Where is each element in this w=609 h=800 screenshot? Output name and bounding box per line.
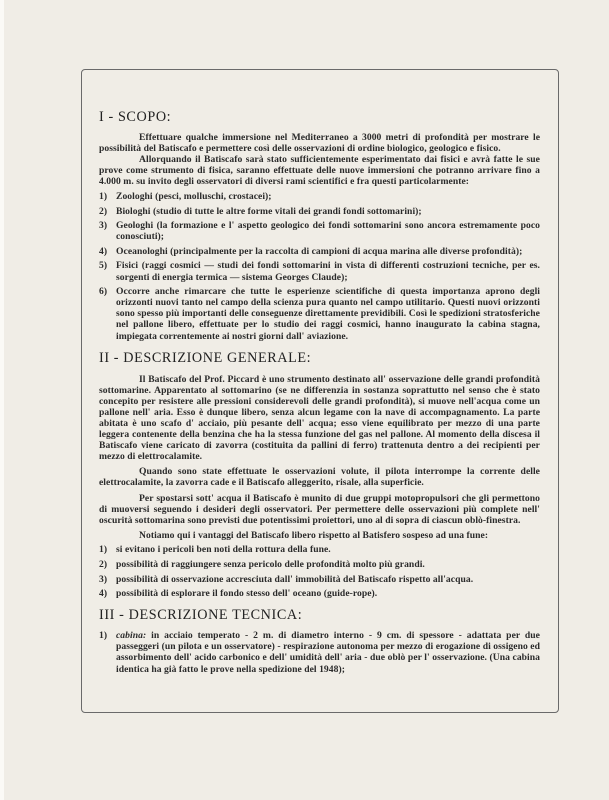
paper-edge: [0, 0, 4, 800]
section-heading: III - DESCRIZIONE TECNICA:: [99, 607, 303, 624]
section-descrizione-tecnica: [99, 607, 540, 674]
list-number: 1): [99, 630, 108, 642]
document-body: [99, 109, 540, 675]
list-text: Zoologhi (pesci, molluschi, crostacei);: [116, 190, 272, 202]
list-text: Biologhi (studio di tutte le altre forme vitali dei grandi fondi sottomarini);: [116, 205, 422, 217]
list-item: [99, 260, 540, 282]
list-item: [99, 286, 540, 341]
list-text: Occorre anche rimarcare che tutte le esperienze scientifiche di questa importanza aprono degli orizzonti nuovi tanto nel campo della scienza pura quanto nel campo utilitario. Questi nuovi orizzonti sono spesso più importanti delle conseguenze direttamente previdibili. Così le spedizioni stratosferiche nel pallone libero, effettuate per lo studio dei raggi cosmici, hanno inaugurato la cabina stagna, impiegata correntemente ai nostri giorni dall' aviazione.: [116, 286, 540, 342]
list-item: [99, 559, 540, 570]
list-item: [99, 220, 540, 242]
paragraph: Effettuare qualche immersione nel Mediterraneo a 3000 metri di profondità per mostrare le possibilità del Batiscafo e permettere così delle osservazioni di ordine biologico, geologico e fisico.: [99, 132, 540, 155]
list-text: Geologhi (la formazione e l' aspetto geologico dei fondi sottomarini sono ancora estremamente poco conosciuti);: [116, 220, 540, 243]
advantages-list: [99, 544, 540, 599]
list-text: possibilità di esplorare il fondo stesso dell' oceano (guide-rope).: [116, 588, 378, 600]
section-heading: I - SCOPO:: [99, 109, 172, 125]
list-text: possibilità di raggiungere senza pericolo delle profondità molto più grandi.: [116, 559, 425, 570]
list-number: 4): [99, 245, 108, 257]
paragraph: Per spostarsi sott' acqua il Batiscafo è munito di due gruppi motopropulsori che gli permettono di muoversi seguendo i desideri degli osservatori. Per permettere delle osservazioni più complete nell' oscurità sottomarina sono previsti due potentissimi proiettori, uno al di sopra di ciascun oblò-finestra.: [99, 492, 540, 526]
list-item: [99, 191, 540, 202]
list-number: 4): [99, 588, 108, 600]
list-text: si evitano i pericoli ben noti della rottura della fune.: [116, 544, 331, 556]
paragraph: Quando sono state effettuate le osservazioni volute, il pilota interrompe la corrente delle elettrocalamite, la zavorra cade e il Batiscafo alleggerito, risale, alla superficie.: [99, 466, 540, 489]
list-text: in acciaio temperato - 2 m. di diametro interno - 9 cm. di spessore - adattata per due passeggeri (un pilota e un osservatore) - respirazione autonoma per mezzo di erogazione di ossigeno ed assorbimento dell' acido carbonico e dell' umidità dell' aria - due oblò per l' osservazione. (Una cabina identica ha già fatto le prove nella spedizione del 1948);: [116, 630, 540, 675]
observer-list: [99, 191, 540, 342]
paragraph: Allorquando il Batiscafo sarà stato sufficientemente esperimentato dai fisici e avrà fatte le sue prove come strumento di fisica, saranno effettuate delle nuove immersioni che potranno arrivare fino a 4.000 m. su invito degli osservatori di diversi rami scientifici e fra questi particolarmente:: [99, 154, 540, 188]
list-text: Fisici (raggi cosmici — studi dei fondi sottomarini in vista di differenti costruzioni tecniche, per es. sorgenti di energia termica — sistema Georges Claude);: [116, 260, 540, 283]
list-number: 1): [99, 544, 108, 556]
list-number: 2): [99, 205, 108, 217]
list-item: [99, 246, 540, 257]
list-number: 5): [99, 260, 108, 272]
paragraph: Notiamo qui i vantaggi del Batiscafo libero rispetto al Batisfero sospeso ad una fune:: [139, 529, 489, 541]
section-scopo: [99, 109, 540, 342]
list-item: [99, 206, 540, 217]
list-item: [99, 574, 540, 585]
section-descrizione-generale: [99, 350, 540, 600]
list-number: 2): [99, 559, 108, 570]
list-number: 1): [99, 190, 108, 202]
list-term: cabina:: [116, 630, 147, 642]
list-text: Oceanologhi (principalmente per la raccolta di campioni di acqua marina alle diverse profondità);: [116, 245, 523, 257]
list-text: possibilità di osservazione accresciuta dall' immobilità del Batiscafo rispetto all'acqua.: [116, 573, 474, 585]
list-item: [99, 544, 540, 555]
list-number: 3): [99, 573, 108, 585]
technical-list: [99, 630, 540, 674]
list-item: [99, 588, 540, 599]
list-number: 6): [99, 286, 108, 298]
paragraph: Il Batiscafo del Prof. Piccard è uno strumento destinato all' osservazione delle grandi profondità sottomarine. Apparentato al sottomarino (se ne differenzia in sostanza soprattutto nel senso che è stato concepito per resistere alle pressioni considerevoli delle grandi profondità), si muove nell'acqua come un pallone nell' aria. Esso è dunque libero, senza alcun legame con la nave di accompagnamento. La parte abitata è uno scafo d' acciaio, più pesante dell' acqua; esso viene equilibrato per mezzo di una parte leggera contenente della benzina che ha la stessa funzione del gas nel pallone. Al momento della discesa il Batiscafo viene caricato di zavorra (costituita da pallini di ferro) trattenuta dentro a dei recipienti per mezzo di elettrocalamite.: [99, 373, 540, 463]
list-item: [99, 630, 540, 674]
list-number: 3): [99, 220, 108, 232]
section-heading: II - DESCRIZIONE GENERALE:: [99, 349, 312, 366]
